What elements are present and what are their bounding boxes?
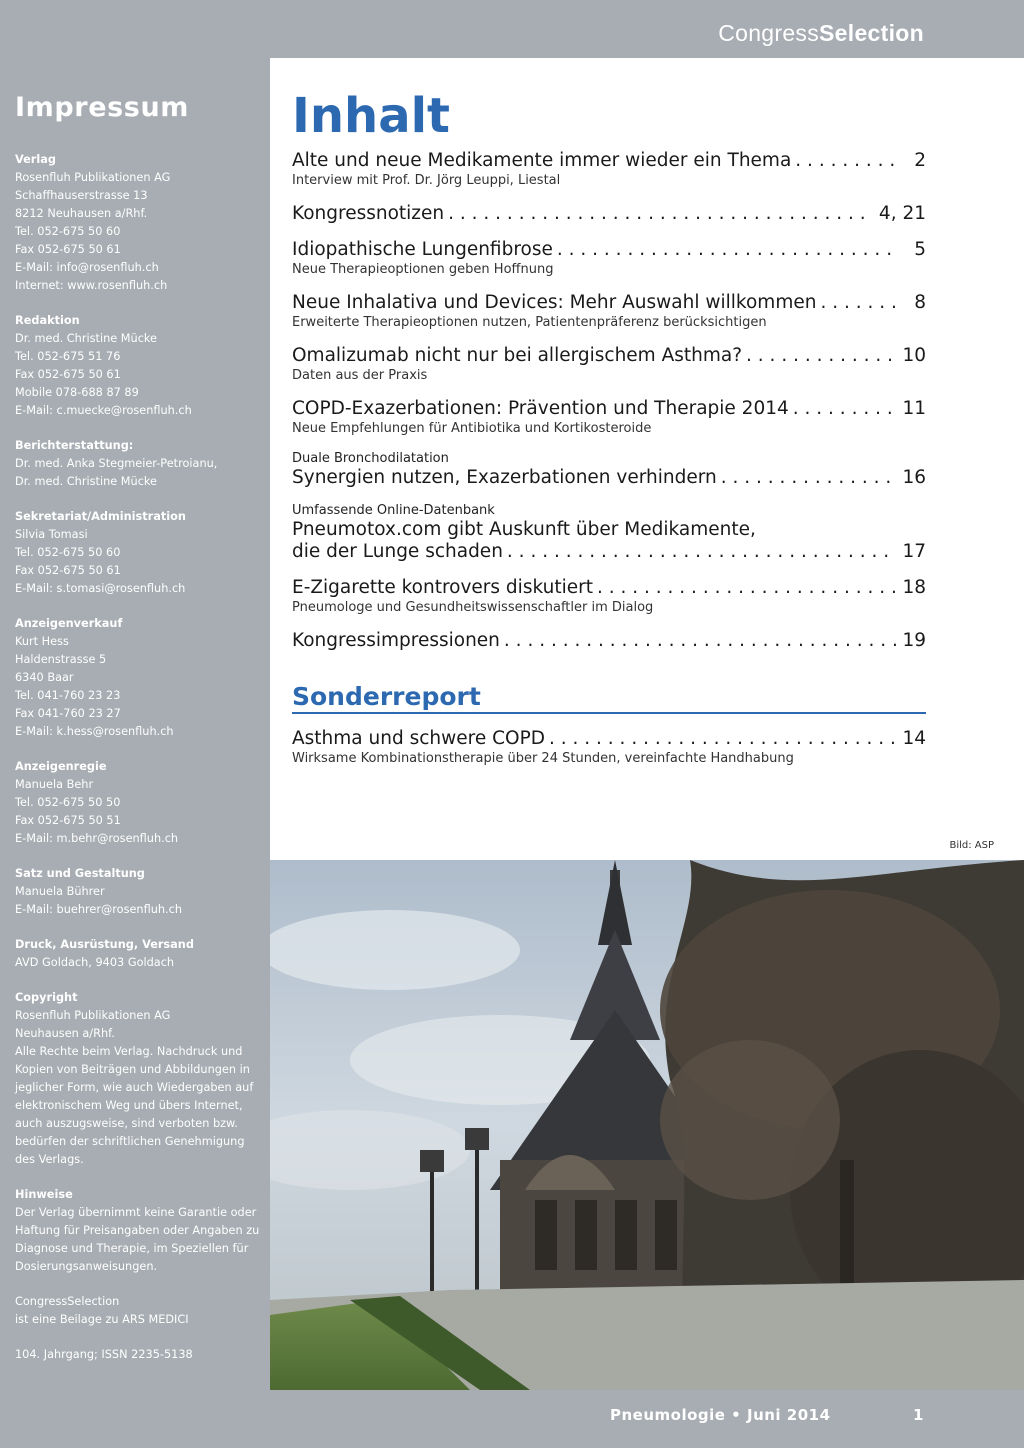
leader-dots: [791, 150, 898, 172]
toc-entry[interactable]: [292, 239, 926, 278]
impressum-line: Fax 041-760 23 27: [15, 707, 121, 720]
impressum-line: Tel. 041-760 23 23: [15, 689, 121, 702]
impressum-line: Dr. med. Christine Mücke: [15, 332, 157, 345]
toc-entry-subtitle: Neue Empfehlungen für Antibiotika und Kortikosteroide: [292, 421, 652, 436]
impressum-line: Kopien von Beiträgen und Abbildungen in: [15, 1063, 250, 1076]
impressum-heading: Anzeigenverkauf: [15, 617, 123, 630]
toc-entry-page: 2: [914, 150, 926, 171]
impressum-line: AVD Goldach, 9403 Goldach: [15, 956, 175, 969]
toc-entry[interactable]: [292, 345, 926, 384]
impressum-section: [15, 1346, 260, 1364]
toc-entry-page: 8: [914, 292, 926, 313]
leader-dots: [742, 345, 896, 367]
contents-panel: [270, 58, 1024, 860]
leader-dots: [789, 398, 897, 420]
impressum-line: Dosierungsanweisungen.: [15, 1260, 158, 1273]
impressum-line: Haftung für Preisangaben oder Angaben zu: [15, 1224, 260, 1237]
impressum-heading: Verlag: [15, 153, 56, 166]
impressum-line: ist eine Beilage zu ARS MEDICI: [15, 1313, 189, 1326]
impressum-line: Alle Rechte beim Verlag. Nachdruck und: [15, 1045, 243, 1058]
brand-logo: CongressSelection: [718, 20, 924, 46]
toc-entry-title: Kongressnotizen: [292, 203, 445, 224]
toc-list: [292, 150, 926, 652]
toc-entry-title: Synergien nutzen, Exazerbationen verhindern: [292, 467, 717, 488]
impressum-line: CongressSelection: [15, 1295, 120, 1308]
impressum-line: Rosenfluh Publikationen AG: [15, 171, 171, 184]
impressum-section: [15, 312, 260, 420]
impressum-line: jeglicher Form, wie auch Wiedergaben auf: [15, 1081, 254, 1094]
impressum-heading: Anzeigenregie: [15, 760, 107, 773]
toc-entry-page: 5: [914, 239, 926, 260]
toc-entry-kicker: Duale Bronchodilatation: [292, 451, 449, 466]
impressum-section: [15, 1293, 260, 1329]
impressum-line: Fax 052-675 50 61: [15, 564, 121, 577]
toc-entry[interactable]: [292, 503, 926, 563]
toc-entry[interactable]: [292, 398, 926, 437]
toc-entry-kicker: Umfassende Online-Datenbank: [292, 503, 495, 518]
impressum-line: Fax 052-675 50 61: [15, 243, 121, 256]
special-report-list: [292, 728, 926, 767]
impressum-line: Neuhausen a/Rhf.: [15, 1027, 115, 1040]
toc-entry[interactable]: [292, 292, 926, 331]
toc-entry-title: Alte und neue Medikamente immer wieder ein Thema: [292, 150, 792, 171]
impressum-line: 8212 Neuhausen a/Rhf.: [15, 207, 148, 220]
toc-entry-page: 4, 21: [878, 203, 926, 224]
impressum-line: Haldenstrasse 5: [15, 653, 107, 666]
impressum-section: [15, 989, 260, 1169]
toc-entry-subtitle: Pneumologe und Gesundheitswissenschaftler im Dialog: [292, 600, 654, 615]
impressum-line: 104. Jahrgang; ISSN 2235-5138: [15, 1348, 193, 1361]
impressum-section: [15, 437, 260, 491]
impressum-line[interactable]: Internet: www.rosenfluh.ch: [15, 279, 168, 292]
impressum-line: bedürfen der schriftlichen Genehmigung: [15, 1135, 245, 1148]
toc-entry-page: 18: [902, 577, 926, 598]
impressum-line[interactable]: E-Mail: s.tomasi@rosenfluh.ch: [15, 582, 186, 595]
leader-dots: [500, 630, 897, 652]
toc-entry-title-line: Pneumotox.com gibt Auskunft über Medikamente,: [292, 519, 756, 540]
impressum-section: [15, 508, 260, 598]
impressum-section: [15, 758, 260, 848]
toc-entry[interactable]: [292, 203, 926, 225]
top-bar: [0, 0, 1024, 58]
leader-dots: [816, 292, 898, 314]
impressum-line[interactable]: E-Mail: m.behr@rosenfluh.ch: [15, 832, 179, 845]
impressum-heading: Hinweise: [15, 1188, 73, 1201]
contents-title: Inhalt: [292, 88, 450, 144]
impressum-sidebar: [0, 58, 270, 1403]
toc-entry-page: 14: [902, 728, 926, 749]
impressum-section: [15, 865, 260, 919]
toc-entry-title: COPD-Exazerbationen: Prävention und Therapie 2014: [292, 398, 789, 419]
toc-entry-page: 19: [902, 630, 926, 651]
impressum-line: des Verlags.: [15, 1153, 84, 1166]
leader-dots: [553, 239, 898, 261]
impressum-line: 6340 Baar: [15, 671, 74, 684]
impressum-line: Dr. med. Christine Mücke: [15, 475, 157, 488]
impressum-line[interactable]: E-Mail: c.muecke@rosenfluh.ch: [15, 404, 192, 417]
image-credit: Bild: ASP: [949, 840, 994, 851]
impressum-section: [15, 936, 260, 972]
leader-dots: [545, 728, 896, 750]
toc-entry[interactable]: [292, 728, 926, 767]
impressum-line: Tel. 052-675 50 60: [15, 225, 121, 238]
impressum-line: Der Verlag übernimmt keine Garantie oder: [15, 1206, 257, 1219]
impressum-heading: Redaktion: [15, 314, 80, 327]
toc-entry-title: Kongressimpressionen: [292, 630, 500, 651]
impressum-line: auch auszugsweise, sind verboten bzw.: [15, 1117, 238, 1130]
toc-entry-title: Omalizumab nicht nur bei allergischem Asthma?: [292, 345, 743, 366]
special-report-title: Sonderreport: [292, 682, 926, 714]
impressum-line: Diagnose und Therapie, im Speziellen für: [15, 1242, 249, 1255]
impressum-heading: Sekretariat/Administration: [15, 510, 186, 523]
issue-label: Pneumologie • Juni 2014: [610, 1406, 831, 1424]
impressum-line: Fax 052-675 50 51: [15, 814, 121, 827]
impressum-section: [15, 615, 260, 741]
impressum-line: Schaffhauserstrasse 13: [15, 189, 148, 202]
toc-entry-page: 16: [902, 467, 926, 488]
toc-entry-subtitle: Daten aus der Praxis: [292, 368, 428, 383]
page-footer: [0, 1390, 1024, 1448]
toc-entry-page: 17: [902, 541, 926, 562]
toc-entry-title: Neue Inhalativa und Devices: Mehr Auswahl willkommen: [292, 292, 817, 313]
impressum-line: Rosenfluh Publikationen AG: [15, 1009, 171, 1022]
impressum-line: Manuela Behr: [15, 778, 94, 791]
toc-entry-page: 11: [902, 398, 926, 419]
impressum-line[interactable]: E-Mail: buehrer@rosenfluh.ch: [15, 903, 182, 916]
impressum-section: [15, 1186, 260, 1276]
impressum-heading: Satz und Gestaltung: [15, 867, 145, 880]
impressum-line: Silvia Tomasi: [15, 528, 88, 541]
toc-entry[interactable]: [292, 150, 926, 189]
impressum-title: Impressum: [15, 92, 190, 123]
leader-dots: [503, 541, 897, 563]
impressum-line[interactable]: E-Mail: k.hess@rosenfluh.ch: [15, 725, 174, 738]
toc-entry[interactable]: [292, 451, 926, 489]
leader-dots: [593, 577, 896, 599]
toc-entry-title: E-Zigarette kontrovers diskutiert: [292, 577, 593, 598]
toc-entry-page: 10: [902, 345, 926, 366]
impressum-line: Kurt Hess: [15, 635, 69, 648]
impressum-sections: [15, 151, 260, 1364]
toc-entry-title: Asthma und schwere COPD: [292, 728, 545, 749]
impressum-line: Fax 052-675 50 61: [15, 368, 121, 381]
leader-dots: [717, 467, 897, 489]
impressum-line: Tel. 052-675 50 60: [15, 546, 121, 559]
toc-entry-subtitle: Neue Therapieoptionen geben Hoffnung: [292, 262, 554, 277]
impressum-line: Tel. 052-675 50 50: [15, 796, 121, 809]
toc-entry-subtitle: Erweiterte Therapieoptionen nutzen, Patientenpräferenz berücksichtigen: [292, 315, 767, 330]
impressum-heading: Copyright: [15, 991, 78, 1004]
impressum-line: elektronischem Weg und übers Internet,: [15, 1099, 243, 1112]
impressum-line[interactable]: E-Mail: info@rosenfluh.ch: [15, 261, 159, 274]
impressum-heading: Berichterstattung:: [15, 439, 134, 452]
impressum-line: Tel. 052-675 51 76: [15, 350, 121, 363]
toc-entry[interactable]: [292, 630, 926, 652]
toc-entry-title: Idiopathische Lungenfibrose: [292, 239, 553, 260]
impressum-line: Manuela Bührer: [15, 885, 105, 898]
toc-entry-title: die der Lunge schaden: [292, 541, 503, 562]
toc-entry-subtitle: Interview mit Prof. Dr. Jörg Leuppi, Liestal: [292, 173, 561, 188]
impressum-line: Mobile 078-688 87 89: [15, 386, 139, 399]
toc-entry-subtitle: Wirksame Kombinationstherapie über 24 Stunden, vereinfachte Handhabung: [292, 751, 794, 766]
page-number: 1: [913, 1406, 924, 1424]
impressum-line: Dr. med. Anka Stegmeier-Petroianu,: [15, 457, 218, 470]
photo-illustration: [270, 860, 1024, 1390]
leader-dots: [444, 203, 873, 225]
impressum-heading: Druck, Ausrüstung, Versand: [15, 938, 194, 951]
impressum-section: [15, 151, 260, 295]
toc-entry[interactable]: [292, 577, 926, 616]
cover-photo-pavilion: [270, 860, 1024, 1390]
